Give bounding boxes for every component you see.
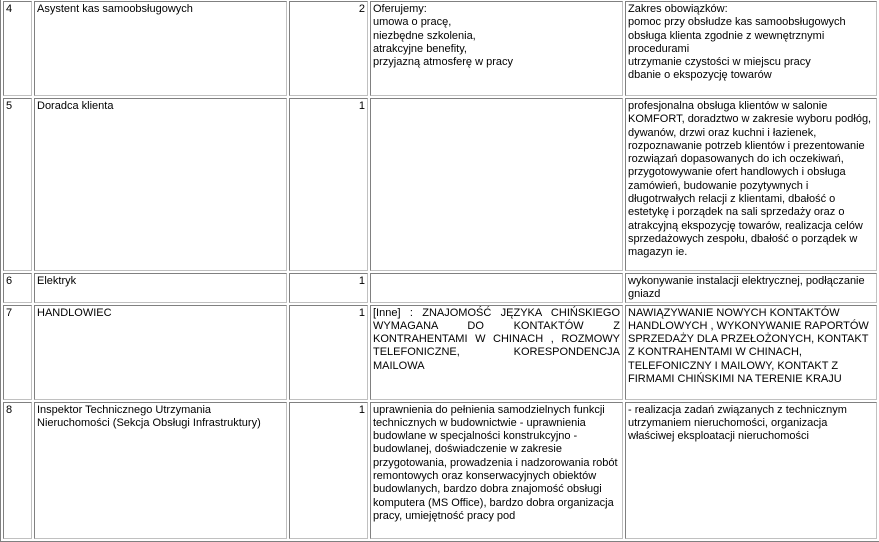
table-row [3, 1, 877, 96]
duties-line: obsługa klienta zgodnie z wewnętrznymi procedurami [628, 29, 825, 55]
duties-cell: NAWIĄZYWANIE NOWYCH KONTAKTÓW HANDLOWYCH , WYKONYWANIE RAPORTÓW SPRZEDAŻY DLA PRZEŁOŻONYCH, KONTAKT Z KONTRAHENTAMI W CHINACH, TELEFONICZNY I MAILOWY, KONTAKT Z FIRMAMI CHIŃSKIMI NA TERENIE KRAJU [625, 305, 877, 400]
duties-line: dbanie o ekspozycję towarów [628, 69, 772, 82]
offer-line: niezbędne szkolenia, [373, 29, 476, 42]
row-number: 5 [3, 98, 32, 271]
vacancy-count: 1 [289, 273, 368, 303]
offer-line: umowa o pracę, [373, 16, 452, 29]
row-number: 6 [3, 273, 32, 303]
table-row [3, 305, 877, 400]
row-number: 7 [3, 305, 32, 400]
duties-line: pomoc przy obsłudze kas samoobsługowych [628, 16, 846, 29]
position-name: Doradca klienta [34, 98, 287, 271]
offer-line: Oferujemy: [373, 3, 427, 15]
duties-cell: - realizacja zadań związanych z technicznym utrzymaniem nieruchomości, organizacja właściwej eksploatacji nieruchomości [625, 402, 877, 539]
row-number: 8 [3, 402, 32, 539]
offer-cell: uprawnienia do pełnienia samodzielnych funkcji technicznych w budownictwie - uprawnienia budowlane w specjalności konstrukcyjno - budowlanej, doświadczenie w zakresie przygotowania, prowadzenia i nadzorowania robót remontowych oraz konserwacyjnych obiektów budowlanych, bardzo dobra znajomość obsługi komputera (MS Office), bardzo dobra organizacja pracy, umiejętność pracy pod [370, 402, 623, 539]
vacancy-count: 1 [289, 402, 368, 539]
position-name: Asystent kas samoobsługowych [34, 1, 287, 96]
vacancy-count: 2 [289, 1, 368, 96]
offer-line: przyjazną atmosferę w pracy [373, 56, 513, 69]
vacancy-count: 1 [289, 98, 368, 271]
offer-cell: [Inne] : ZNAJOMOŚĆ JĘZYKA CHIŃSKIEGO WYMAGANA DO KONTAKTÓW Z KONTRAHENTAMI W CHINACH , ROZMOWY TELEFONICZNE, KORESPONDENCJA MAILOWA [370, 305, 623, 400]
duties-line: Zakres obowiązków: [628, 3, 728, 15]
duties-line: utrzymanie czystości w miejscu pracy [628, 56, 811, 69]
offer-cell [370, 1, 623, 96]
offer-line: atrakcyjne benefity, [373, 42, 467, 55]
vacancy-count: 1 [289, 305, 368, 400]
table-row [3, 273, 877, 303]
offer-cell [370, 98, 623, 271]
duties-cell: wykonywanie instalacji elektrycznej, podłączanie gniazd [625, 273, 877, 303]
position-name: Elektryk [34, 273, 287, 303]
position-name: HANDLOWIEC [34, 305, 287, 400]
table-row [3, 98, 877, 271]
duties-cell: profesjonalna obsługa klientów w salonie KOMFORT, doradztwo w zakresie wyboru podłóg, dywanów, drzwi oraz kuchni i łazienek, rozpoznawanie potrzeb klientów i prezentowanie rozwiązań dopasowanych do ich oczekiwań, przygotowywanie ofert handlowych i obsługa zamówień, budowanie pozytywnych i długotrwałych relacji z klientami, dbałość o estetykę i porządek na sali sprzedaży oraz o atrakcyjną ekspozycję towarów, realizacja celów sprzedażowych zespołu, dbałość o porządek w magazyn ie. [625, 98, 877, 271]
offer-cell [370, 273, 623, 303]
position-name: Inspektor Technicznego Utrzymania Nieruchomości (Sekcja Obsługi Infrastruktury) [34, 402, 287, 539]
table-row [3, 402, 877, 539]
duties-cell [625, 1, 877, 96]
row-number: 4 [3, 1, 32, 96]
